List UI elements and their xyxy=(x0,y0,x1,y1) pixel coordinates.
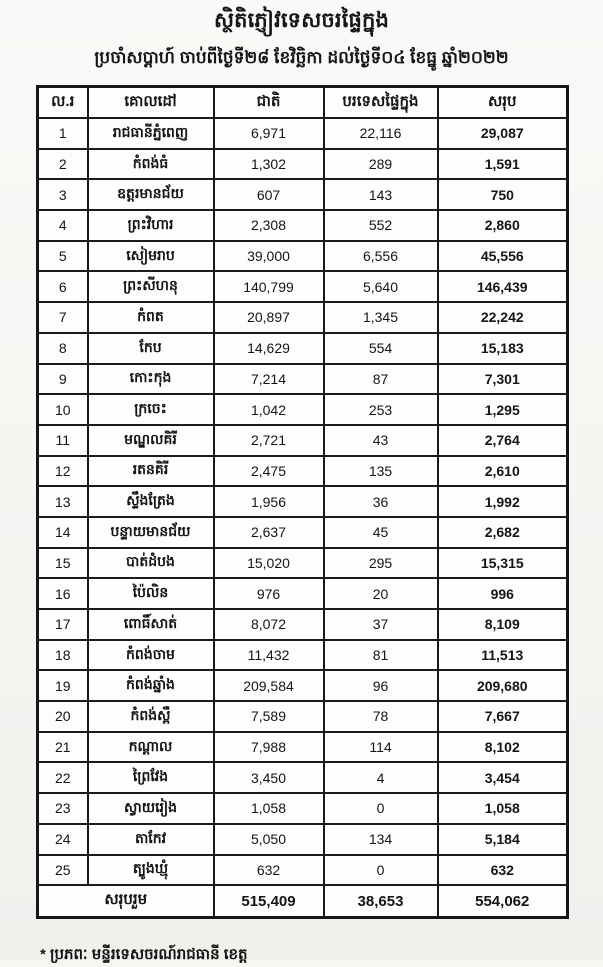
destination-cell: ត្បូងឃ្មុំ xyxy=(88,855,214,886)
row-number-cell: 6 xyxy=(38,271,88,302)
foreign-count-cell: 4 xyxy=(324,762,438,793)
row-number-cell: 19 xyxy=(38,670,88,701)
row-number-cell: 4 xyxy=(38,210,88,241)
row-number-cell: 11 xyxy=(38,425,88,456)
total-count-cell: 1,992 xyxy=(438,486,568,517)
total-count-cell: 29,087 xyxy=(438,118,568,149)
total-count-cell: 209,680 xyxy=(438,670,568,701)
total-count-cell: 2,764 xyxy=(438,425,568,456)
national-count-cell: 39,000 xyxy=(214,241,324,272)
foreign-count-cell: 20 xyxy=(324,578,438,609)
table-row xyxy=(38,179,568,210)
national-count-cell: 209,584 xyxy=(214,670,324,701)
national-count-cell: 2,637 xyxy=(214,517,324,548)
header-destination: គោលដៅ xyxy=(88,87,214,119)
row-number-cell: 3 xyxy=(38,179,88,210)
destination-cell: ព្រះវិហារ xyxy=(88,210,214,241)
grand-total-sum: 554,062 xyxy=(438,885,568,918)
destination-cell: ស្ទឹងត្រែង xyxy=(88,486,214,517)
foreign-count-cell: 289 xyxy=(324,149,438,180)
table-row xyxy=(38,333,568,364)
table-row xyxy=(38,732,568,763)
row-number-cell: 5 xyxy=(38,241,88,272)
total-count-cell: 146,439 xyxy=(438,271,568,302)
total-count-cell: 1,058 xyxy=(438,793,568,824)
row-number-cell: 13 xyxy=(38,486,88,517)
table-row xyxy=(38,855,568,886)
table-row xyxy=(38,241,568,272)
total-count-cell: 15,315 xyxy=(438,548,568,579)
table-row xyxy=(38,394,568,425)
table-row xyxy=(38,793,568,824)
total-count-cell: 45,556 xyxy=(438,241,568,272)
destination-cell: កោះកុង xyxy=(88,364,214,395)
row-number-cell: 22 xyxy=(38,762,88,793)
national-count-cell: 7,988 xyxy=(214,732,324,763)
row-number-cell: 14 xyxy=(38,517,88,548)
total-count-cell: 2,860 xyxy=(438,210,568,241)
destination-cell: កំពង់ស្ពឺ xyxy=(88,701,214,732)
row-number-cell: 7 xyxy=(38,302,88,333)
destination-cell: បាត់ដំបង xyxy=(88,548,214,579)
national-count-cell: 14,629 xyxy=(214,333,324,364)
national-count-cell: 2,721 xyxy=(214,425,324,456)
foreign-count-cell: 135 xyxy=(324,456,438,487)
total-count-cell: 632 xyxy=(438,855,568,886)
destination-cell: មណ្ឌលគិរី xyxy=(88,425,214,456)
foreign-count-cell: 78 xyxy=(324,701,438,732)
header-foreign: បរទេសផ្ទៃក្នុង xyxy=(324,87,438,119)
foreign-count-cell: 5,640 xyxy=(324,271,438,302)
foreign-count-cell: 45 xyxy=(324,517,438,548)
total-count-cell: 11,513 xyxy=(438,640,568,671)
national-count-cell: 2,475 xyxy=(214,456,324,487)
national-count-cell: 7,589 xyxy=(214,701,324,732)
foreign-count-cell: 134 xyxy=(324,824,438,855)
total-count-cell: 22,242 xyxy=(438,302,568,333)
row-number-cell: 15 xyxy=(38,548,88,579)
table-row xyxy=(38,486,568,517)
national-count-cell: 8,072 xyxy=(214,609,324,640)
destination-cell: រាជធានីភ្នំពេញ xyxy=(88,118,214,149)
table-row xyxy=(38,118,568,149)
destination-cell: ព្រៃវែង xyxy=(88,762,214,793)
foreign-count-cell: 552 xyxy=(324,210,438,241)
table-row xyxy=(38,302,568,333)
foreign-count-cell: 81 xyxy=(324,640,438,671)
row-number-cell: 18 xyxy=(38,640,88,671)
table-row xyxy=(38,578,568,609)
destination-cell: កំពត xyxy=(88,302,214,333)
destination-cell: ពោធិ៍សាត់ xyxy=(88,609,214,640)
national-count-cell: 20,897 xyxy=(214,302,324,333)
header-national: ជាតិ xyxy=(214,87,324,119)
national-count-cell: 1,302 xyxy=(214,149,324,180)
table-row xyxy=(38,210,568,241)
foreign-count-cell: 114 xyxy=(324,732,438,763)
national-count-cell: 1,956 xyxy=(214,486,324,517)
destination-cell: ព្រះសីហនុ xyxy=(88,271,214,302)
destination-cell: តាកែវ xyxy=(88,824,214,855)
row-number-cell: 21 xyxy=(38,732,88,763)
row-number-cell: 12 xyxy=(38,456,88,487)
destination-cell: កែប xyxy=(88,333,214,364)
foreign-count-cell: 96 xyxy=(324,670,438,701)
page-subtitle: ប្រចាំសប្តាហ៍ ចាប់ពីថ្ងៃទី២៨ ខែវិច្ឆិកា ដល់ថ្ងៃទី០៤ ខែធ្នូ ឆ្នាំ២០២២ xyxy=(94,48,509,67)
table-footer xyxy=(38,885,568,918)
total-count-cell: 1,591 xyxy=(438,149,568,180)
row-number-cell: 24 xyxy=(38,824,88,855)
table-row xyxy=(38,271,568,302)
foreign-count-cell: 22,116 xyxy=(324,118,438,149)
national-count-cell: 7,214 xyxy=(214,364,324,395)
foreign-count-cell: 554 xyxy=(324,333,438,364)
foreign-count-cell: 0 xyxy=(324,793,438,824)
source-footnote: * ប្រភពៈ មន្ទីរទេសចរណ៍រាជធានី ខេត្ត xyxy=(40,946,248,964)
national-count-cell: 11,432 xyxy=(214,640,324,671)
destination-cell: ក្រចេះ xyxy=(88,394,214,425)
total-count-cell: 2,682 xyxy=(438,517,568,548)
grand-total-foreign: 38,653 xyxy=(324,885,438,918)
destination-cell: ឧត្តរមានជ័យ xyxy=(88,179,214,210)
grand-total-label: សរុបរួម xyxy=(38,885,214,918)
destination-cell: បន្ទាយមានជ័យ xyxy=(88,517,214,548)
row-number-cell: 25 xyxy=(38,855,88,886)
national-count-cell: 632 xyxy=(214,855,324,886)
table-header xyxy=(38,87,568,119)
destination-cell: កំពង់ឆ្នាំង xyxy=(88,670,214,701)
national-count-cell: 1,058 xyxy=(214,793,324,824)
destination-cell: កំពង់ធំ xyxy=(88,149,214,180)
foreign-count-cell: 37 xyxy=(324,609,438,640)
foreign-count-cell: 36 xyxy=(324,486,438,517)
foreign-count-cell: 87 xyxy=(324,364,438,395)
foreign-count-cell: 143 xyxy=(324,179,438,210)
national-count-cell: 607 xyxy=(214,179,324,210)
grand-total-national: 515,409 xyxy=(214,885,324,918)
total-count-cell: 2,610 xyxy=(438,456,568,487)
total-count-cell: 15,183 xyxy=(438,333,568,364)
row-number-cell: 9 xyxy=(38,364,88,395)
row-number-cell: 2 xyxy=(38,149,88,180)
total-count-cell: 3,454 xyxy=(438,762,568,793)
foreign-count-cell: 43 xyxy=(324,425,438,456)
total-count-cell: 8,109 xyxy=(438,609,568,640)
destination-cell: ស្វាយរៀង xyxy=(88,793,214,824)
row-number-cell: 17 xyxy=(38,609,88,640)
national-count-cell: 15,020 xyxy=(214,548,324,579)
table-row xyxy=(38,609,568,640)
header-row xyxy=(38,87,568,119)
destination-cell: កំពង់ចាម xyxy=(88,640,214,671)
header-total: សរុប xyxy=(438,87,568,119)
national-count-cell: 1,042 xyxy=(214,394,324,425)
table-row xyxy=(38,701,568,732)
table-row xyxy=(38,517,568,548)
foreign-count-cell: 1,345 xyxy=(324,302,438,333)
foreign-count-cell: 295 xyxy=(324,548,438,579)
row-number-cell: 1 xyxy=(38,118,88,149)
table-row xyxy=(38,670,568,701)
foreign-count-cell: 253 xyxy=(324,394,438,425)
table-row xyxy=(38,149,568,180)
table-row xyxy=(38,548,568,579)
national-count-cell: 2,308 xyxy=(214,210,324,241)
total-count-cell: 5,184 xyxy=(438,824,568,855)
row-number-cell: 10 xyxy=(38,394,88,425)
destination-cell: សៀមរាប xyxy=(88,241,214,272)
foreign-count-cell: 0 xyxy=(324,855,438,886)
national-count-cell: 6,971 xyxy=(214,118,324,149)
total-count-cell: 750 xyxy=(438,179,568,210)
grand-total-row xyxy=(38,885,568,918)
national-count-cell: 976 xyxy=(214,578,324,609)
national-count-cell: 3,450 xyxy=(214,762,324,793)
row-number-cell: 16 xyxy=(38,578,88,609)
page-title: ស្ថិតិភ្ញៀវទេសចរផ្ទៃក្នុង xyxy=(213,9,390,32)
total-count-cell: 1,295 xyxy=(438,394,568,425)
national-count-cell: 5,050 xyxy=(214,824,324,855)
foreign-count-cell: 6,556 xyxy=(324,241,438,272)
table-row xyxy=(38,762,568,793)
total-count-cell: 996 xyxy=(438,578,568,609)
destination-cell: ប៉ៃលិន xyxy=(88,578,214,609)
total-count-cell: 7,667 xyxy=(438,701,568,732)
table-row xyxy=(38,425,568,456)
row-number-cell: 8 xyxy=(38,333,88,364)
table-row xyxy=(38,824,568,855)
table-row xyxy=(38,364,568,395)
total-count-cell: 7,301 xyxy=(438,364,568,395)
table-body xyxy=(38,118,568,885)
statistics-table xyxy=(36,85,569,919)
destination-cell: កណ្តាល xyxy=(88,732,214,763)
destination-cell: រតនគិរី xyxy=(88,456,214,487)
table-row xyxy=(38,640,568,671)
header-no: ល.រ xyxy=(38,87,88,119)
table-row xyxy=(38,456,568,487)
row-number-cell: 20 xyxy=(38,701,88,732)
total-count-cell: 8,102 xyxy=(438,732,568,763)
national-count-cell: 140,799 xyxy=(214,271,324,302)
row-number-cell: 23 xyxy=(38,793,88,824)
